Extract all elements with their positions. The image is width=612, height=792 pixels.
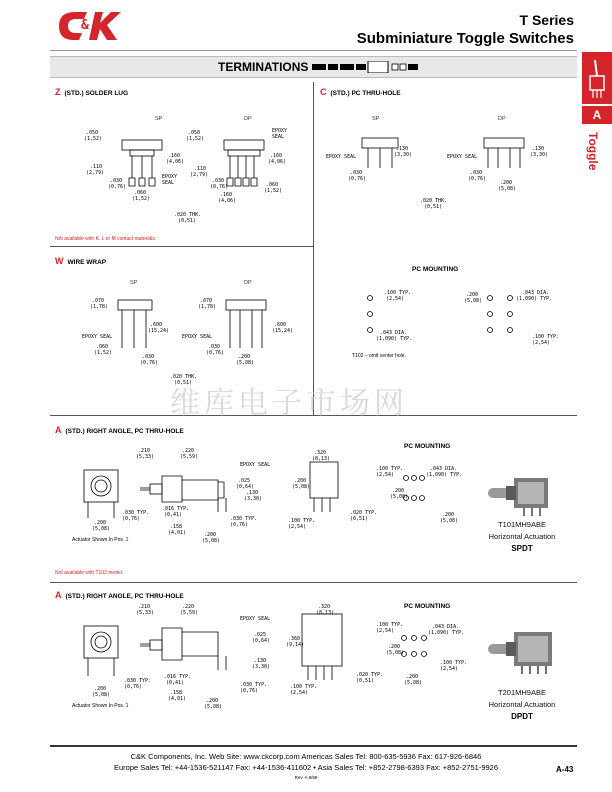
a2-actuation: Horizontal Actuation [488,700,556,709]
svg-text:(0,51): (0,51) [350,516,369,522]
footer-rev: Rev. A 8/99 [294,775,318,780]
svg-text:(2,54): (2,54) [290,690,309,696]
side-tab-letter: A [582,106,612,124]
svg-text:.200: .200 [392,488,405,494]
svg-text:(5,08): (5,08) [464,298,483,304]
svg-text:(0,41): (0,41) [166,680,185,686]
svg-text:.020 TYP.: .020 TYP. [356,672,384,678]
svg-text:.043 DIA.: .043 DIA. [380,330,408,336]
svg-text:(8,13): (8,13) [316,610,335,616]
svg-text:(0,51): (0,51) [356,678,375,684]
a2-pc-mounting-title: PC MOUNTING [404,603,451,610]
section-w-title: W WIRE WRAP [55,256,107,266]
svg-text:(5,08): (5,08) [202,538,221,544]
z-sp-label: SP [155,116,163,122]
svg-text:.600: .600 [274,322,287,328]
svg-text:.043 DIA.: .043 DIA. [430,466,458,472]
a1-actuation: Horizontal Actuation [488,532,556,541]
svg-text:.200: .200 [94,686,107,692]
svg-text:.043 DIA.: .043 DIA. [522,290,550,296]
svg-text:(4,06): (4,06) [268,159,287,165]
svg-text:.210: .210 [138,604,151,610]
svg-text:(5,08): (5,08) [92,526,111,532]
section-a2-letter: A [55,590,62,600]
svg-text:.200: .200 [238,354,251,360]
svg-text:(1,52): (1,52) [94,350,113,356]
bottom-rule [50,745,577,747]
svg-text:(0,41): (0,41) [164,512,183,518]
svg-text:.210: .210 [138,448,151,454]
svg-text:SEAL: SEAL [162,180,175,186]
divider-z-w [50,246,313,247]
svg-text:(2,79): (2,79) [190,172,209,178]
section-c-letter: C [320,87,327,97]
c-pc-thru-hole-drawing [322,124,572,214]
w-wire-wrap-drawing [78,292,308,392]
a1-model: T101MH9ABE [498,520,546,529]
svg-text:(8,13): (8,13) [312,456,331,462]
pc-mounting-drawing [336,284,566,354]
svg-text:(9,14): (9,14) [286,642,305,648]
svg-text:(2,54): (2,54) [440,666,459,672]
svg-text:(0,76): (0,76) [230,522,249,528]
pc-mounting-title: PC MOUNTING [412,266,459,273]
w-dp-label: DP [244,280,252,286]
svg-text:EPOXY SEAL: EPOXY SEAL [182,334,213,340]
svg-text:EPOXY SEAL: EPOXY SEAL [447,154,478,160]
svg-text:.020 THK.: .020 THK. [170,374,198,380]
svg-text:(0,76): (0,76) [140,360,159,366]
svg-text:EPOXY: EPOXY [272,128,288,134]
svg-text:.100 TYP.: .100 TYP. [532,334,560,340]
svg-text:.030 TYP.: .030 TYP. [230,516,258,522]
svg-text:(0,76): (0,76) [206,350,225,356]
svg-text:(5,08): (5,08) [92,692,111,698]
svg-text:(5,08): (5,08) [204,704,223,710]
svg-text:.130: .130 [246,490,259,496]
a2-right-angle-drawing [70,602,470,712]
svg-text:(1,090) TYP.: (1,090) TYP. [376,336,413,342]
svg-text:.320: .320 [314,450,327,456]
page-subtitle: Subminiature Toggle Switches [356,30,574,47]
svg-text:.016 TYP.: .016 TYP. [162,506,190,512]
svg-text:.160: .160 [270,153,283,159]
svg-text:(1,090) TYP.: (1,090) TYP. [426,472,463,478]
svg-text:(5,33): (5,33) [136,610,155,616]
svg-text:.020 THK.: .020 THK. [174,212,202,218]
svg-text:.060: .060 [96,344,109,350]
svg-text:SEAL: SEAL [272,134,285,140]
svg-text:(1,52): (1,52) [264,188,283,194]
svg-text:.060: .060 [266,182,279,188]
section-z-letter: Z [55,87,61,97]
a1-switch-photo [484,470,564,518]
svg-text:.100 TYP.: .100 TYP. [440,660,468,666]
c-dp-label: DP [498,116,506,122]
svg-text:.016 TYP.: .016 TYP. [164,674,192,680]
svg-text:(1,090) TYP.: (1,090) TYP. [428,630,465,636]
svg-text:(0,51): (0,51) [178,218,197,224]
pc-mounting-note: T102 – omit center hole. [352,353,406,359]
svg-text:.030 TYP.: .030 TYP. [124,678,152,684]
svg-text:.060: .060 [134,190,147,196]
svg-text:.160: .160 [168,153,181,159]
svg-text:.158: .158 [170,690,183,696]
svg-text:(4,06): (4,06) [218,198,237,204]
watermark: 维库电子市场网 [170,386,408,421]
svg-text:(2,54): (2,54) [288,524,307,530]
svg-text:.200: .200 [406,674,419,680]
svg-text:.220: .220 [182,448,195,454]
a2-model: T201MH9ABE [498,688,546,697]
svg-text:(5,08): (5,08) [292,484,311,490]
svg-text:.030 TYP.: .030 TYP. [240,682,268,688]
z-dp-label: DP [244,116,252,122]
svg-text:(0,64): (0,64) [236,484,255,490]
svg-text:.070: .070 [200,298,213,304]
svg-text:(5,08): (5,08) [498,186,517,192]
svg-text:(3,30): (3,30) [394,152,413,158]
svg-text:(5,08): (5,08) [386,650,405,656]
svg-text:(5,08): (5,08) [236,360,255,366]
svg-text:.100 TYP.: .100 TYP. [290,684,318,690]
divider-vertical [313,82,314,415]
section-a1-letter: A [55,425,62,435]
svg-text:(2,54): (2,54) [376,472,395,478]
a2-type: DPDT [511,712,533,721]
svg-text:(1,78): (1,78) [198,304,217,310]
svg-text:(5,08): (5,08) [390,494,409,500]
section-a2-title: A (STD.) RIGHT ANGLE, PC THRU-HOLE [55,590,184,600]
svg-text:EPOXY SEAL: EPOXY SEAL [326,154,357,160]
svg-text:(15,24): (15,24) [148,328,170,334]
svg-text:.200: .200 [388,644,401,650]
a2-switch-photo [484,626,564,676]
svg-text:.050: .050 [188,130,201,136]
a2-actuator-note: Actuator Shown In Pos. 1 [72,703,129,709]
svg-text:(3,30): (3,30) [244,496,263,502]
toggle-switch-icon [582,52,612,104]
ck-logo [55,9,125,43]
svg-text:(2,54): (2,54) [386,296,405,302]
a1-pc-mounting-title: PC MOUNTING [404,443,451,450]
a1-type: SPDT [511,544,533,553]
page-number: A-43 [556,765,574,774]
w-sp-label: SP [130,280,138,286]
svg-text:.130: .130 [532,146,545,152]
terminations-label: TERMINATIONS [218,60,309,74]
z-solder-lug-drawing [82,124,302,224]
svg-text:.030: .030 [212,178,225,184]
svg-text:(0,76): (0,76) [124,684,143,690]
svg-text:.130: .130 [254,658,267,664]
svg-text:(0,76): (0,76) [240,688,259,694]
divider-a-a [50,582,577,583]
svg-text:.320: .320 [318,604,331,610]
svg-text:.110: .110 [194,166,207,172]
svg-text:.200: .200 [94,520,107,526]
c-sp-label: SP [372,116,380,122]
svg-text:(4,01): (4,01) [168,530,187,536]
svg-text:(0,51): (0,51) [424,204,443,210]
svg-text:EPOXY SEAL: EPOXY SEAL [82,334,113,340]
svg-text:.360: .360 [288,636,301,642]
svg-text:.030: .030 [470,170,483,176]
svg-text:(1,52): (1,52) [186,136,205,142]
svg-text:(0,64): (0,64) [252,638,271,644]
svg-text:.200: .200 [206,698,219,704]
svg-text:(0,76): (0,76) [348,176,367,182]
svg-text:.160: .160 [220,192,233,198]
side-tab-label: Toggle [586,132,600,171]
a1-note: Not available with T102 model. [55,570,124,576]
svg-text:.200: .200 [466,292,479,298]
svg-text:(1,78): (1,78) [90,304,109,310]
svg-text:(2,79): (2,79) [86,170,105,176]
svg-text:.070: .070 [92,298,105,304]
svg-text:(1,090) TYP.: (1,090) TYP. [516,296,553,302]
svg-text:.200: .200 [442,512,455,518]
svg-text:(1,52): (1,52) [84,136,103,142]
footer-line2: Europe Sales Tel: +44-1536-521147 Fax: +44-1536-411602 • Asia Sales Tel: +852-2798-6393 Fax: +852-2751-9926 [113,763,499,772]
svg-text:.600: .600 [150,322,163,328]
section-z-title: Z (STD.) SOLDER LUG [55,87,129,97]
svg-text:.030: .030 [208,344,221,350]
svg-text:(5,59): (5,59) [180,610,199,616]
svg-text:.200: .200 [500,180,513,186]
svg-text:(4,06): (4,06) [166,159,185,165]
part-code-strip [312,61,422,73]
svg-text:.100 TYP.: .100 TYP. [384,290,412,296]
svg-text:(15,24): (15,24) [272,328,294,334]
svg-text:.220: .220 [182,604,195,610]
svg-text:.025: .025 [238,478,251,484]
svg-text:.100 TYP.: .100 TYP. [376,466,404,472]
footer-line1: C&K Components, Inc. Web Site: www.ckcorp.com Americas Sales Tel: 800-635-5936 Fax: 617-926-6846 [130,752,482,761]
svg-text:.100 TYP.: .100 TYP. [376,622,404,628]
side-tab-icon-box [582,52,612,104]
svg-text:(3,30): (3,30) [252,664,271,670]
a1-actuator-note: Actuator Shown In Pos. 1 [72,537,129,543]
svg-text:.200: .200 [294,478,307,484]
svg-text:(2,54): (2,54) [532,340,551,346]
svg-text:(3,30): (3,30) [530,152,549,158]
svg-text:(5,08): (5,08) [404,680,423,686]
svg-text:.030: .030 [142,354,155,360]
svg-text:.158: .158 [170,524,183,530]
svg-text:.020 TYP.: .020 TYP. [350,510,378,516]
svg-text:(2,54): (2,54) [376,628,395,634]
svg-text:EPOXY: EPOXY [162,174,178,180]
svg-text:(5,08): (5,08) [440,518,459,524]
svg-text:(5,59): (5,59) [180,454,199,460]
svg-text:(0,51): (0,51) [174,380,193,386]
svg-text:(0,76): (0,76) [210,184,229,190]
svg-text:.110: .110 [90,164,103,170]
svg-text:(0,76): (0,76) [108,184,127,190]
svg-text:(0,76): (0,76) [122,516,141,522]
a1-right-angle-drawing [70,448,470,548]
svg-text:.130: .130 [396,146,409,152]
z-note: Not available with K, L or M contact materials. [55,236,157,242]
svg-text:.030: .030 [110,178,123,184]
top-rule [50,50,577,51]
svg-text:EPOXY SEAL: EPOXY SEAL [240,462,271,468]
svg-text:.100 TYP.: .100 TYP. [288,518,316,524]
section-a1-title: A (STD.) RIGHT ANGLE, PC THRU-HOLE [55,425,184,435]
svg-text:.030 TYP.: .030 TYP. [122,510,150,516]
svg-text:&: & [81,18,89,33]
svg-text:(4,01): (4,01) [168,696,187,702]
series-title: T Series [519,12,574,28]
svg-text:EPOXY SEAL: EPOXY SEAL [240,616,271,622]
svg-text:.030: .030 [350,170,363,176]
svg-text:.043 DIA.: .043 DIA. [432,624,460,630]
z-dim-1: .050 [86,130,99,136]
svg-text:.025: .025 [254,632,267,638]
section-c-title: C (STD.) PC THRU-HOLE [320,87,401,97]
svg-text:(0,76): (0,76) [468,176,487,182]
svg-text:.020 THK.: .020 THK. [420,198,448,204]
svg-text:.200: .200 [204,532,217,538]
section-w-letter: W [55,256,64,266]
svg-text:(5,33): (5,33) [136,454,155,460]
svg-text:(1,52): (1,52) [132,196,151,202]
